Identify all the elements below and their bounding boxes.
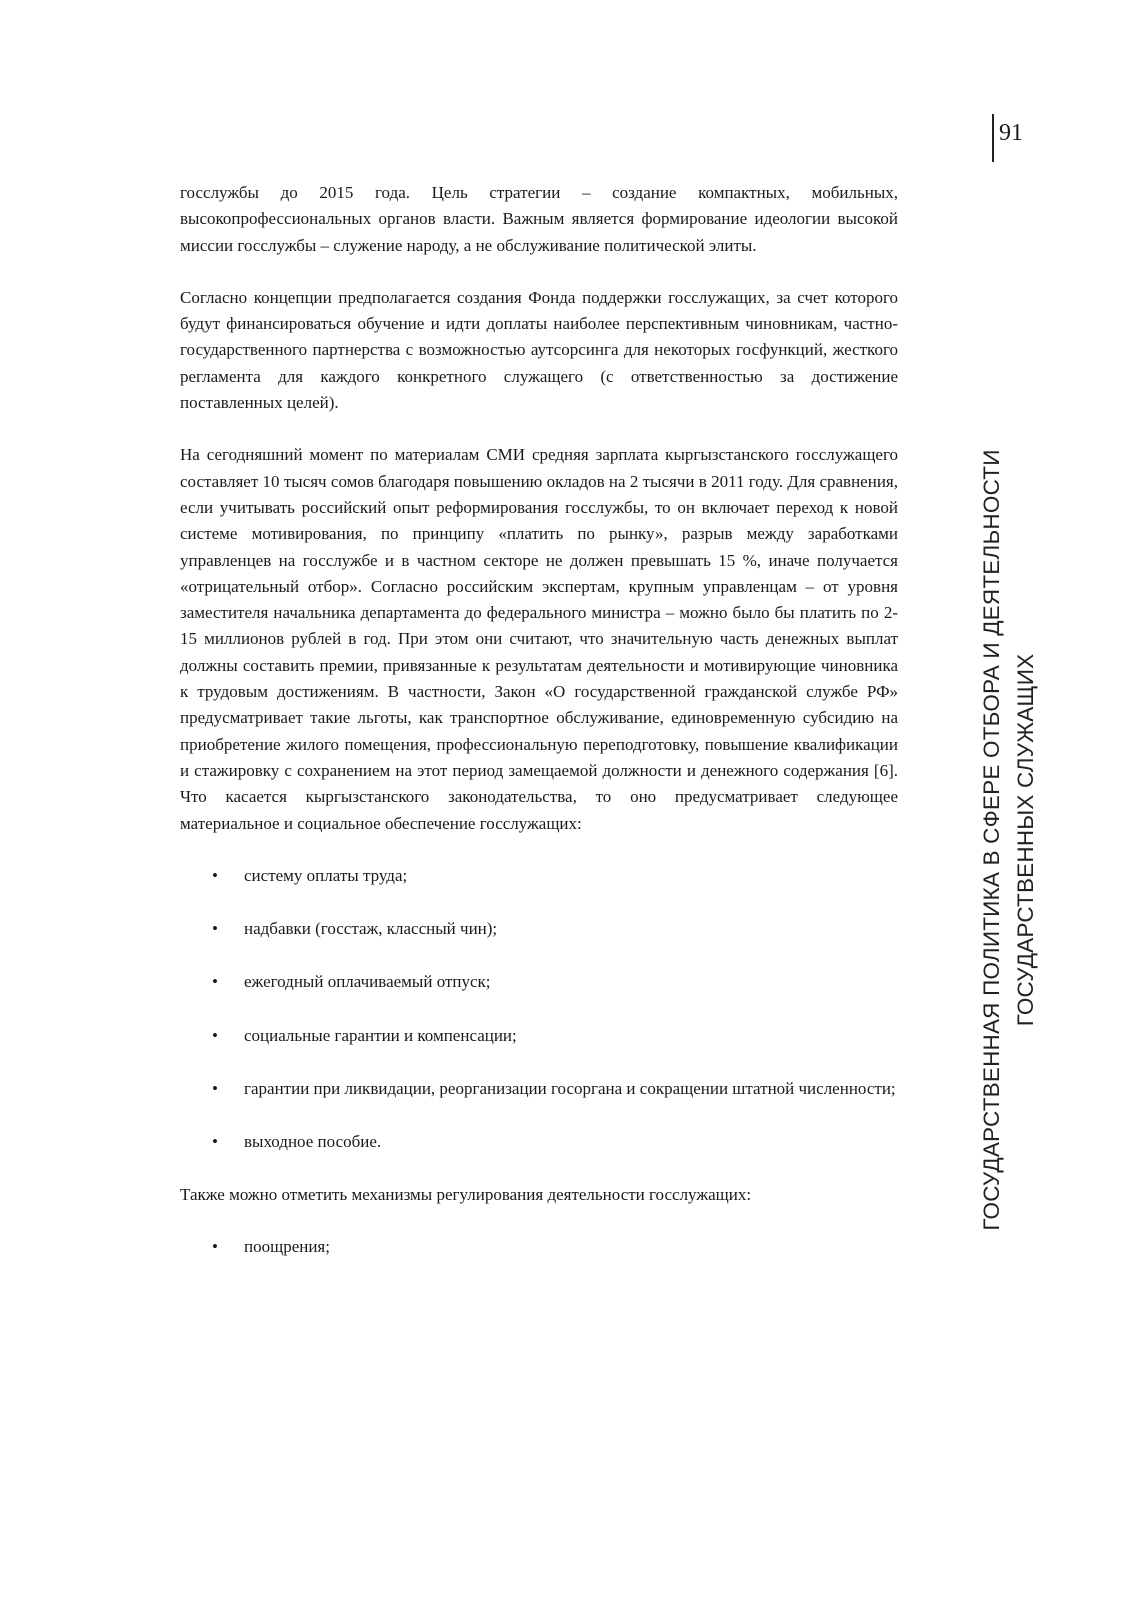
- chapter-side-title: [975, 416, 1055, 1264]
- paragraph: На сегодняшний момент по материалам СМИ средняя зарплата кыргызстанского госслужащего составляет 10 тысяч сомов благодаря повышению окладов на 2 тысячи в 2011 году. Для сравнения, если учитывать российский опыт реформирования госслужбы, то он включает переход к новой системе мотивирования, по принципу «платить по рынку», разрыв между заработками управленцев на госслужбе и в частном секторе не должен превышать 15 %, иначе получается «отрицательный отбор». Согласно российским экспертам, крупным управленцам – от уровня заместителя начальника департамента до федерального министра – можно было бы платить по 2-15 миллионов рублей в год. При этом они считают, что значительную часть денежных выплат должны составить премии, привязанные к результатам деятельности и мотивирующие чиновника к трудовым достижениям. В частности, Закон «О государственной гражданской службе РФ» предусматривает такие льготы, как транспортное обслуживание, единовременную субсидию на приобретение жилого помещения, профессиональную переподготовку, повышение квалификации и стажировку с сохранением на этот период замещаемой должности и денежного содержания [6]. Что касается кыргызстанского законодательства, то оно предусматривает следующее материальное и социальное обеспечение госслужащих:: [180, 445, 898, 833]
- paragraph: Согласно концепции предполагается создания Фонда поддержки госслужащих, за счет которого будут финансироваться обучение и идти доплаты наиболее перспективным чиновникам, частно-государственного партнерства с возможностью аутсорсинга для некоторых госфункций, жесткого регламента для каждого конкретного служащего (с ответственностью за достижение поставленных целей).: [180, 287, 898, 413]
- page-number-rule: [992, 114, 994, 162]
- list-item-text: социальные гарантии и компенсации;: [244, 1025, 517, 1045]
- list-item: [180, 1023, 898, 1049]
- bullet-icon: •: [212, 1079, 218, 1099]
- regulation-list: [180, 1234, 898, 1260]
- list-item: [180, 1234, 898, 1260]
- page-number: 91: [999, 120, 1023, 146]
- list-item: [180, 1076, 898, 1102]
- bullet-icon: •: [212, 865, 218, 885]
- chapter-side-title-line-2: ГОСУДАРСТВЕННЫХ СЛУЖАЩИХ: [1013, 653, 1038, 1027]
- list-item-text: гарантии при ликвидации, реорганизации госоргана и сокращении штатной численности;: [244, 1079, 896, 1099]
- list-item-text: ежегодный оплачиваемый отпуск;: [244, 972, 491, 992]
- list-item-text: надбавки (госстаж, классный чин);: [244, 919, 498, 939]
- bullet-icon: •: [212, 972, 218, 992]
- list-item: [180, 969, 898, 995]
- paragraph: Также можно отметить механизмы регулирования деятельности госслужащих:: [180, 1184, 752, 1204]
- bullet-icon: •: [212, 1236, 218, 1256]
- list-item: [180, 916, 898, 942]
- paragraph: госслужбы до 2015 года. Цель стратегии – создание компактных, мобильных, высокопрофессиональных органов власти. Важным является формирование идеологии высокой миссии госслужбы – служение народу, а не обслуживание политической элиты.: [180, 183, 898, 255]
- bullet-icon: •: [212, 1132, 218, 1152]
- document-body: [180, 180, 898, 1286]
- list-item: [180, 863, 898, 889]
- list-item: [180, 1129, 898, 1155]
- bullet-icon: •: [212, 919, 218, 939]
- benefits-list: [180, 863, 898, 1156]
- bullet-icon: •: [212, 1025, 218, 1045]
- chapter-side-title-line-1: ГОСУДАРСТВЕННАЯ ПОЛИТИКА В СФЕРЕ ОТБОРА И ДЕЯТЕЛЬНОСТИ: [979, 449, 1004, 1231]
- list-item-text: систему оплаты труда;: [244, 865, 408, 885]
- list-item-text: поощрения;: [244, 1236, 330, 1256]
- list-item-text: выходное пособие.: [244, 1132, 382, 1152]
